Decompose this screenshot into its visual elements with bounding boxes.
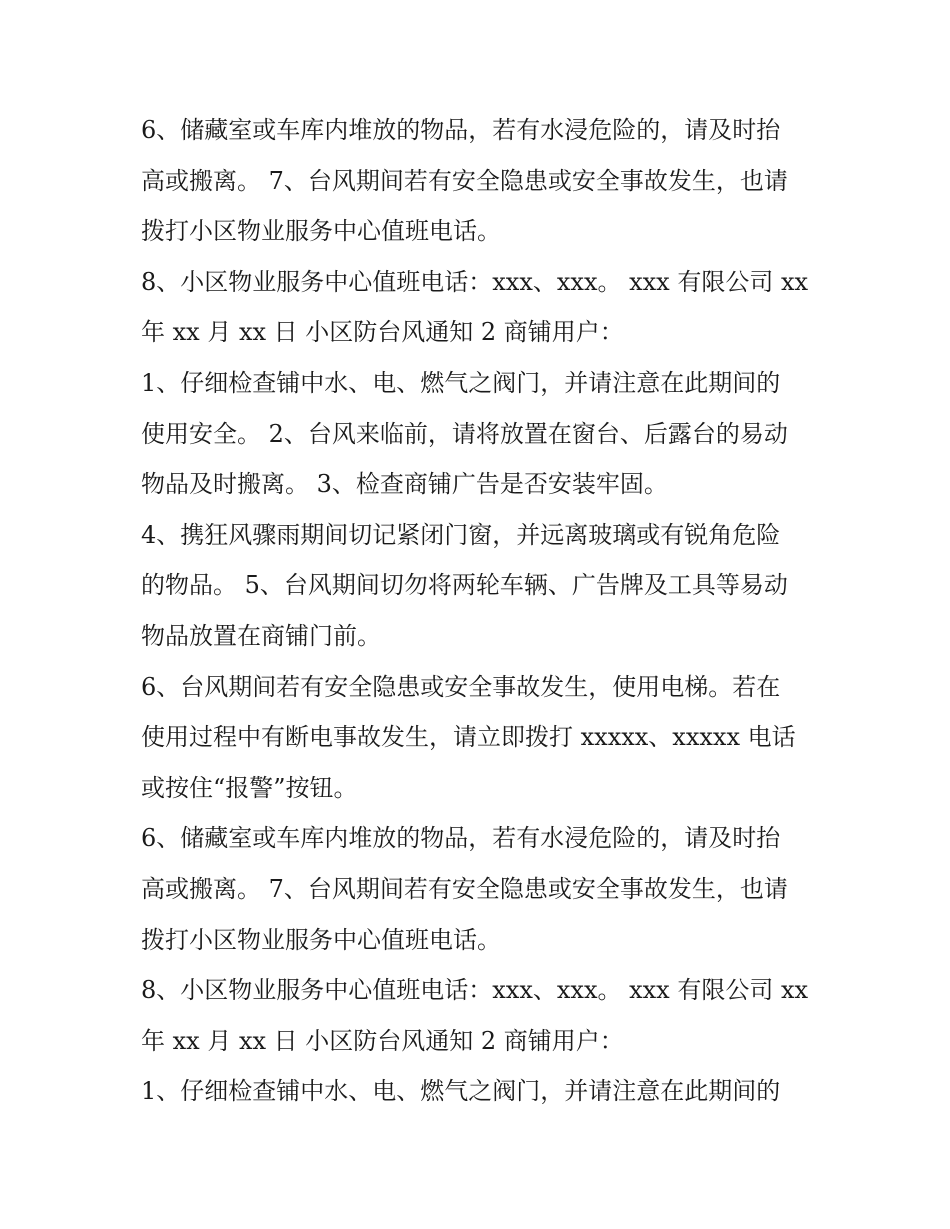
text-line-12: 6、台风期间若有安全隐患或安全事故发生，使用电梯。若在 <box>141 673 781 701</box>
text-line-9: 4、携狂风骤雨期间切记紧闭门窗，并远离玻璃或有锐角危险 <box>141 521 781 549</box>
text-line-6: 1、仔细检查铺中水、电、燃气之阀门，并请注意在此期间的 <box>141 369 781 397</box>
text-line-10: 的物品。 5、台风期间切勿将两轮车辆、广告牌及工具等易动 <box>141 571 788 599</box>
text-line-18: 8、小区物业服务中心值班电话：xxx、xxx。 xxx 有限公司 xx <box>141 976 809 1004</box>
text-line-17: 拨打小区物业服务中心值班电话。 <box>141 926 501 954</box>
text-line-11: 物品放置在商铺门前。 <box>141 622 381 650</box>
text-line-16: 高或搬离。 7、台风期间若有安全隐患或安全事故发生，也请 <box>141 875 788 903</box>
text-line-5: 年 xx 月 xx 日 小区防台风通知 2 商铺用户： <box>141 318 624 346</box>
text-line-1: 6、储藏室或车库内堆放的物品，若有水浸危险的，请及时抬 <box>141 116 781 144</box>
text-line-8: 物品及时搬离。 3、检查商铺广告是否安装牢固。 <box>141 470 668 498</box>
text-line-7: 使用安全。 2、台风来临前，请将放置在窗台、后露台的易动 <box>141 420 788 448</box>
text-line-3: 拨打小区物业服务中心值班电话。 <box>141 217 501 245</box>
text-line-19: 年 xx 月 xx 日 小区防台风通知 2 商铺用户： <box>141 1027 624 1055</box>
text-line-13: 使用过程中有断电事故发生，请立即拨打 xxxxx、xxxxx 电话 <box>141 723 796 751</box>
text-line-20: 1、仔细检查铺中水、电、燃气之阀门，并请注意在此期间的 <box>141 1077 781 1105</box>
text-line-15: 6、储藏室或车库内堆放的物品，若有水浸危险的，请及时抬 <box>141 824 781 852</box>
text-line-2: 高或搬离。 7、台风期间若有安全隐患或安全事故发生，也请 <box>141 167 788 195</box>
text-line-4: 8、小区物业服务中心值班电话：xxx、xxx。 xxx 有限公司 xx <box>141 268 809 296</box>
text-line-14: 或按住“报警”按钮。 <box>141 774 358 802</box>
